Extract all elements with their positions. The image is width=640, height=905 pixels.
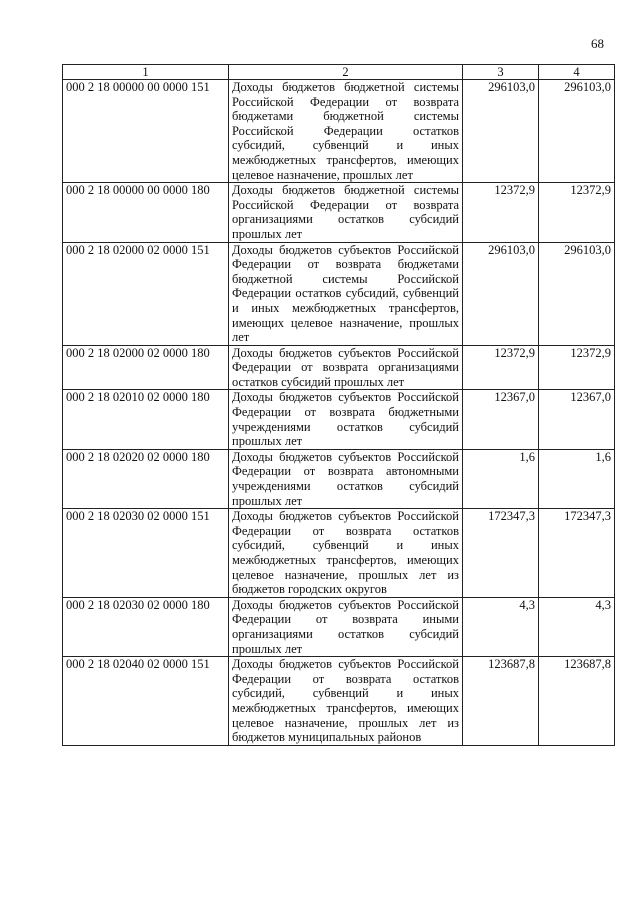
revenue-code: 000 2 18 00000 00 0000 180 <box>63 183 229 242</box>
revenue-description: Доходы бюджетов субъектов Российской Федерации от возврата остатков субсидий, субвенций и иных межбюджетных трансфертов, имеющих целевое назначение, прошлых лет из бюджетов муниципальных районов <box>229 657 463 746</box>
revenue-description: Доходы бюджетов бюджетной системы Российской Федерации от возврата бюджетами бюджетной системы Российской Федерации остатков субсидий, субвенций и иных межбюджетных трансфертов, имеющих целевое назначение, прошлых лет <box>229 80 463 183</box>
revenue-code: 000 2 18 02000 02 0000 151 <box>63 242 229 345</box>
amount-column-4: 296103,0 <box>539 242 615 345</box>
revenue-description: Доходы бюджетов бюджетной системы Российской Федерации от возврата организациями остатков субсидий прошлых лет <box>229 183 463 242</box>
amount-column-3: 172347,3 <box>463 509 539 598</box>
revenue-description: Доходы бюджетов субъектов Российской Федерации от возврата автономными учреждениями остатков субсидий прошлых лет <box>229 449 463 508</box>
revenue-description: Доходы бюджетов субъектов Российской Федерации от возврата бюджетами бюджетной системы Российской Федерации остатков субсидий, субвенций и иных межбюджетных трансфертов, имеющих целевое назначение, прошлых лет <box>229 242 463 345</box>
revenue-description: Доходы бюджетов субъектов Российской Федерации от возврата бюджетными учреждениями остатков субсидий прошлых лет <box>229 390 463 449</box>
amount-column-3: 12367,0 <box>463 390 539 449</box>
amount-column-3: 12372,9 <box>463 183 539 242</box>
revenue-code: 000 2 18 02030 02 0000 151 <box>63 509 229 598</box>
revenue-code: 000 2 18 02030 02 0000 180 <box>63 597 229 656</box>
column-header-4: 4 <box>539 65 615 80</box>
table-row <box>63 80 615 183</box>
revenue-description: Доходы бюджетов субъектов Российской Федерации от возврата иными организациями остатков субсидий прошлых лет <box>229 597 463 656</box>
page-number: 68 <box>591 36 604 51</box>
amount-column-4: 12372,9 <box>539 345 615 390</box>
column-header-3: 3 <box>463 65 539 80</box>
revenue-description: Доходы бюджетов субъектов Российской Федерации от возврата остатков субсидий, субвенций и иных межбюджетных трансфертов, имеющих целевое назначение, прошлых лет из бюджетов городских округов <box>229 509 463 598</box>
revenue-code: 000 2 18 02020 02 0000 180 <box>63 449 229 508</box>
revenue-code: 000 2 18 00000 00 0000 151 <box>63 80 229 183</box>
amount-column-4: 172347,3 <box>539 509 615 598</box>
amount-column-4: 12367,0 <box>539 390 615 449</box>
revenue-code: 000 2 18 02040 02 0000 151 <box>63 657 229 746</box>
column-header-1: 1 <box>63 65 229 80</box>
amount-column-4: 12372,9 <box>539 183 615 242</box>
table-row <box>63 183 615 242</box>
amount-column-3: 4,3 <box>463 597 539 656</box>
amount-column-4: 4,3 <box>539 597 615 656</box>
amount-column-3: 123687,8 <box>463 657 539 746</box>
amount-column-3: 12372,9 <box>463 345 539 390</box>
table-row <box>63 242 615 345</box>
amount-column-4: 296103,0 <box>539 80 615 183</box>
amount-column-3: 296103,0 <box>463 242 539 345</box>
table-row <box>63 390 615 449</box>
table-row <box>63 657 615 746</box>
revenue-code: 000 2 18 02010 02 0000 180 <box>63 390 229 449</box>
table-row <box>63 597 615 656</box>
column-header-2: 2 <box>229 65 463 80</box>
table-row <box>63 449 615 508</box>
table-row <box>63 345 615 390</box>
table-header-row <box>63 65 615 80</box>
amount-column-4: 1,6 <box>539 449 615 508</box>
budget-revenue-table <box>62 64 615 746</box>
amount-column-4: 123687,8 <box>539 657 615 746</box>
table-row <box>63 509 615 598</box>
amount-column-3: 296103,0 <box>463 80 539 183</box>
revenue-code: 000 2 18 02000 02 0000 180 <box>63 345 229 390</box>
revenue-description: Доходы бюджетов субъектов Российской Федерации от возврата организациями остатков субсидий прошлых лет <box>229 345 463 390</box>
amount-column-3: 1,6 <box>463 449 539 508</box>
